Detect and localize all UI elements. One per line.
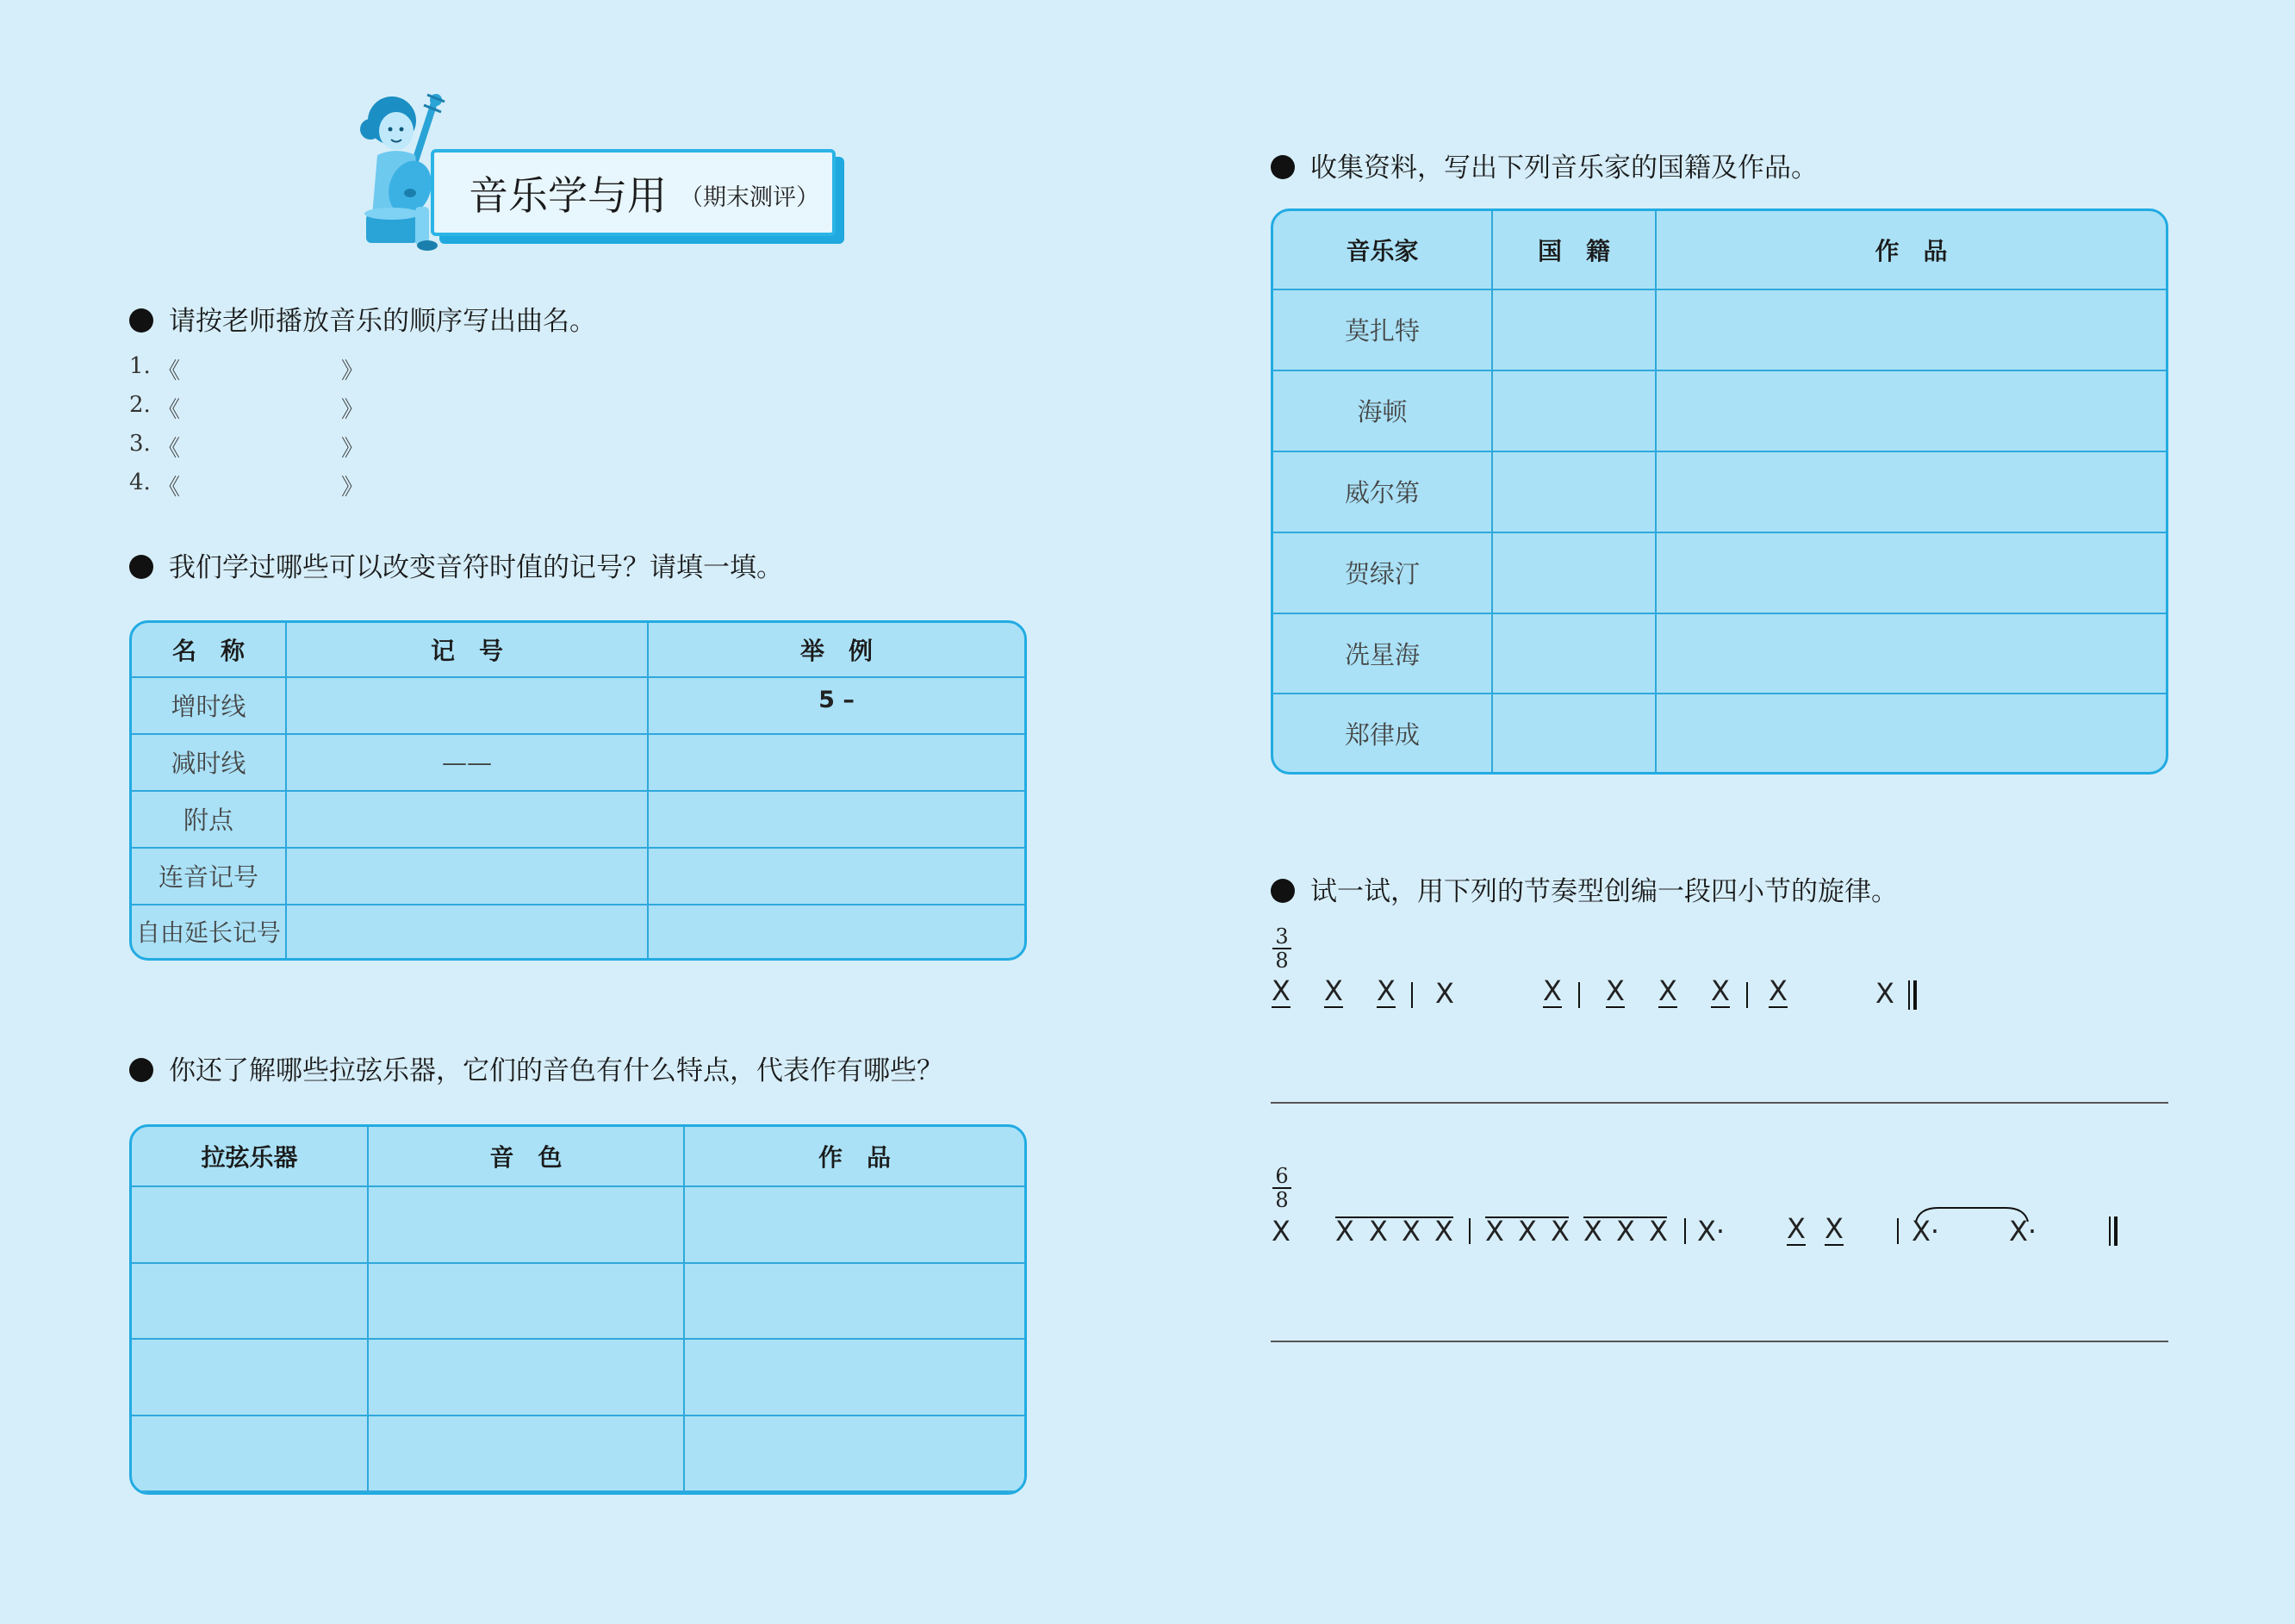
cell-symbol[interactable]: ——	[287, 735, 649, 792]
open-quote: 《	[158, 397, 181, 423]
table-row	[1273, 452, 2166, 533]
bullet-icon	[129, 1058, 153, 1082]
list-item[interactable]	[129, 470, 364, 501]
cell-example[interactable]	[649, 792, 1024, 849]
cell-timbre[interactable]	[369, 1187, 685, 1264]
cell-name: 减时线	[132, 735, 287, 792]
time-sig-denominator: 8	[1275, 1188, 1289, 1212]
cell-symbol[interactable]	[287, 792, 649, 849]
rhythm-note: X	[1825, 1212, 1844, 1245]
time-signature-6-8	[1272, 1166, 1291, 1210]
cell-symbol[interactable]	[287, 905, 649, 958]
header-symbol: 记 号	[287, 623, 649, 678]
time-sig-numerator: 6	[1272, 1166, 1291, 1189]
cell-nationality[interactable]	[1493, 533, 1657, 614]
barline	[1684, 1218, 1686, 1244]
list-item[interactable]	[129, 431, 364, 462]
table-row	[132, 735, 1024, 792]
final-barline	[1913, 980, 1917, 1010]
cell-nationality[interactable]	[1493, 614, 1657, 695]
cell-works[interactable]	[1657, 371, 2166, 452]
bullet-icon	[129, 308, 153, 333]
cell-works[interactable]	[1657, 694, 2166, 772]
final-barline	[2114, 1216, 2118, 1246]
question-3	[129, 1048, 943, 1087]
rhythm-note: X	[1435, 977, 1454, 1010]
open-quote: 《	[158, 475, 181, 501]
rhythm-note: X	[1434, 1215, 1453, 1248]
rhythm-note: X	[1711, 974, 1730, 1007]
cell-composer: 郑律成	[1273, 694, 1493, 772]
barline	[1908, 980, 1910, 1010]
cell-works[interactable]	[685, 1340, 1024, 1416]
open-quote: 《	[158, 358, 181, 384]
cell-name: 附点	[132, 792, 287, 849]
rhythm-note: X	[1551, 1215, 1570, 1248]
cell-composer: 冼星海	[1273, 614, 1493, 695]
table-header-row	[1273, 211, 2166, 290]
cell-works[interactable]	[1657, 290, 2166, 371]
title-banner	[431, 149, 836, 236]
cell-instrument[interactable]	[132, 1264, 369, 1341]
table-row	[132, 1340, 1024, 1416]
table-row	[132, 1187, 1024, 1264]
cell-symbol[interactable]	[287, 849, 649, 905]
cell-works[interactable]	[685, 1416, 1024, 1493]
table-header-row	[132, 1127, 1024, 1187]
header-works: 作 品	[685, 1127, 1024, 1187]
rhythm-note: X	[1335, 1215, 1354, 1248]
header-nationality: 国 籍	[1493, 211, 1657, 290]
barline	[1578, 982, 1580, 1008]
cell-works[interactable]	[685, 1264, 1024, 1341]
cell-timbre[interactable]	[369, 1416, 685, 1493]
tie-arc-icon	[1912, 1204, 2033, 1225]
rhythm-note: X	[1787, 1212, 1806, 1245]
table-row	[1273, 533, 2166, 614]
rhythm-note: X	[1402, 1215, 1421, 1248]
rhythm-note: X	[1369, 1215, 1388, 1248]
cell-symbol[interactable]	[287, 678, 649, 735]
table-row	[132, 905, 1024, 958]
time-sig-numerator: 3	[1272, 926, 1291, 949]
close-quote: 》	[341, 397, 364, 423]
time-signature-3-8	[1272, 926, 1291, 971]
question-5-text: 试一试，用下列的节奏型创编一段四小节的旋律。	[1310, 876, 1898, 907]
table-row	[132, 849, 1024, 905]
header-composer: 音乐家	[1273, 211, 1493, 290]
cell-instrument[interactable]	[132, 1340, 369, 1416]
header-timbre: 音 色	[369, 1127, 685, 1187]
symbols-table	[129, 620, 1027, 961]
rhythm-note: X	[1875, 977, 1894, 1010]
table-row	[1273, 290, 2166, 371]
barline	[1469, 1218, 1471, 1244]
rhythm-note: X	[1272, 974, 1291, 1007]
question-2	[129, 545, 783, 584]
rhythm-note: X	[1583, 1215, 1602, 1248]
cell-composer: 威尔第	[1273, 452, 1493, 533]
barline	[1897, 1218, 1899, 1244]
list-item-number: 1.	[129, 353, 151, 379]
composers-table	[1271, 208, 2168, 775]
rhythm-note: X	[1518, 1215, 1537, 1248]
table-row	[1273, 614, 2166, 695]
question-3-text: 你还了解哪些拉弦乐器，它们的音色有什么特点，代表作有哪些？	[169, 1055, 943, 1086]
rhythm-note: X	[1658, 974, 1677, 1007]
list-item-number: 2.	[129, 392, 151, 418]
question-5	[1271, 869, 1898, 908]
close-quote: 》	[341, 475, 364, 501]
table-header-row	[132, 623, 1024, 678]
rhythm-note: X	[1769, 974, 1788, 1007]
bullet-icon	[1271, 155, 1295, 179]
strings-table	[129, 1124, 1027, 1495]
barline	[1411, 982, 1413, 1008]
header-instrument: 拉弦乐器	[132, 1127, 369, 1187]
cell-name: 自由延长记号	[132, 905, 287, 958]
table-row	[132, 1416, 1024, 1493]
cell-nationality[interactable]	[1493, 371, 1657, 452]
header-works: 作 品	[1657, 211, 2166, 290]
cell-composer: 贺绿汀	[1273, 533, 1493, 614]
rhythm-note: X	[1324, 974, 1343, 1007]
question-1-text: 请按老师播放音乐的顺序写出曲名。	[169, 306, 596, 337]
cell-name: 增时线	[132, 678, 287, 735]
list-item[interactable]	[129, 353, 364, 384]
rhythm-note: X	[1485, 1215, 1504, 1248]
cell-nationality[interactable]	[1493, 694, 1657, 772]
table-row	[1273, 371, 2166, 452]
question-1	[129, 299, 596, 338]
cell-nationality[interactable]	[1493, 452, 1657, 533]
barline	[2109, 1216, 2111, 1246]
rhythm-note: X	[1272, 1215, 1291, 1248]
time-sig-denominator: 8	[1275, 949, 1289, 973]
cell-example[interactable]	[649, 735, 1024, 792]
cell-composer: 海顿	[1273, 371, 1493, 452]
page-title: 音乐学与用	[469, 172, 667, 219]
cell-timbre[interactable]	[369, 1340, 685, 1416]
cell-works[interactable]	[1657, 614, 2166, 695]
rhythm-note: X	[1377, 974, 1396, 1007]
cell-example[interactable]	[649, 849, 1024, 905]
cell-instrument[interactable]	[132, 1187, 369, 1264]
bullet-icon	[129, 555, 153, 579]
cell-name: 连音记号	[132, 849, 287, 905]
list-item-number: 3.	[129, 431, 151, 457]
question-4	[1271, 146, 1818, 184]
rhythm-note: X·	[1912, 1215, 1940, 1248]
cell-instrument[interactable]	[132, 1416, 369, 1493]
table-row	[132, 678, 1024, 735]
rhythm-note: X	[1616, 1215, 1635, 1248]
list-item[interactable]	[129, 392, 364, 423]
rhythm-note: X	[1606, 974, 1625, 1007]
header-example: 举 例	[649, 623, 1024, 678]
cell-timbre[interactable]	[369, 1264, 685, 1341]
question-2-text: 我们学过哪些可以改变音符时值的记号？请填一填。	[169, 552, 783, 583]
table-row	[1273, 694, 2166, 772]
cell-example[interactable]: 5 –	[649, 678, 1024, 735]
table-row	[132, 1264, 1024, 1341]
cell-nationality[interactable]	[1493, 290, 1657, 371]
cell-composer: 莫扎特	[1273, 290, 1493, 371]
answer-line[interactable]	[1271, 1341, 2168, 1342]
open-quote: 《	[158, 436, 181, 462]
close-quote: 》	[341, 436, 364, 462]
header-name: 名 称	[132, 623, 287, 678]
rhythm-note: X·	[2009, 1215, 2037, 1248]
cell-example[interactable]	[649, 905, 1024, 958]
table-row	[132, 792, 1024, 849]
rhythm-note: X·	[1697, 1215, 1726, 1248]
cell-works[interactable]	[685, 1187, 1024, 1264]
close-quote: 》	[341, 358, 364, 384]
barline	[1746, 982, 1748, 1008]
answer-line[interactable]	[1271, 1102, 2168, 1104]
list-item-number: 4.	[129, 470, 151, 495]
question-4-text: 收集资料，写出下列音乐家的国籍及作品。	[1310, 152, 1818, 184]
rhythm-note: X	[1543, 974, 1562, 1007]
cell-works[interactable]	[1657, 533, 2166, 614]
cell-works[interactable]	[1657, 452, 2166, 533]
page-subtitle: （期末测评）	[680, 184, 819, 211]
bullet-icon	[1271, 879, 1295, 903]
rhythm-note: X	[1649, 1215, 1668, 1248]
